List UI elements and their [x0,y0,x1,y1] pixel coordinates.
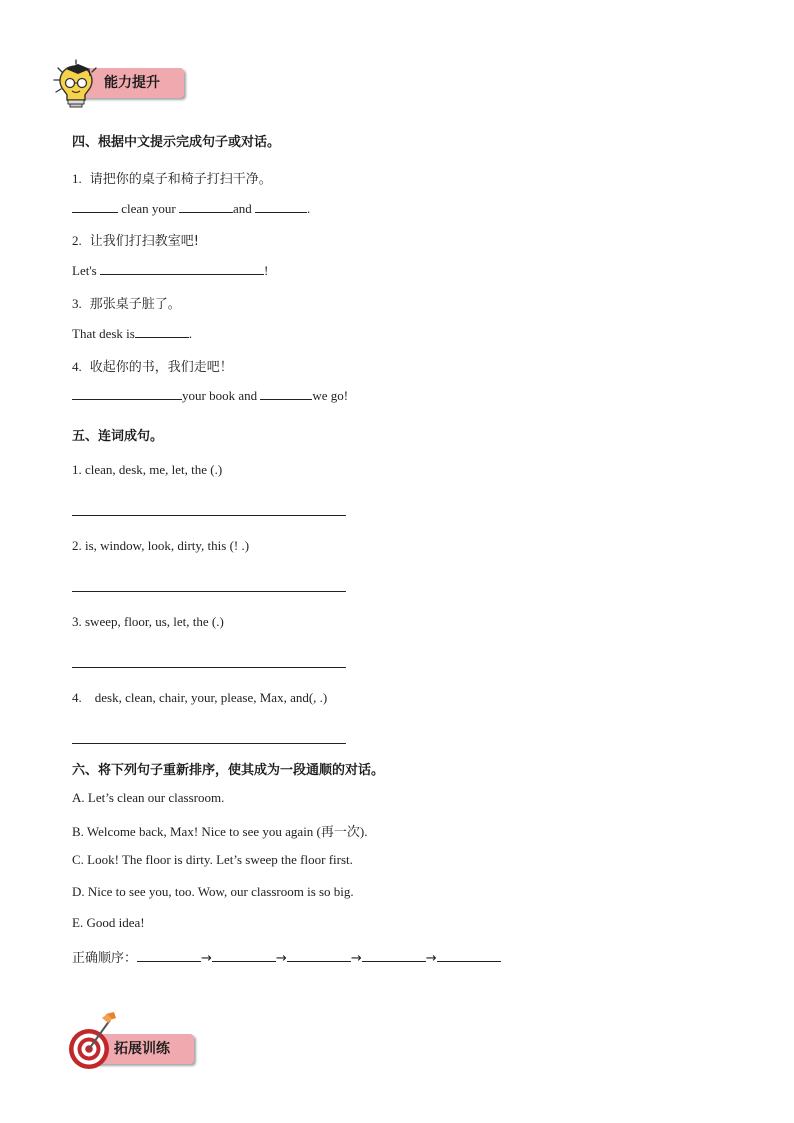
ability-header-label: 能力提升 [104,75,160,91]
order-blank[interactable] [137,949,201,962]
blank-input[interactable] [135,325,189,338]
blank-input[interactable] [72,200,118,213]
order-blank[interactable] [287,949,351,962]
arrow-icon: → [275,951,287,966]
section6-title: 六、将下列句子重新排序，使其成为一段通顺的对话。 [72,763,385,778]
s4-q3-english: That desk is . [72,326,193,341]
blank-input[interactable] [255,200,307,213]
order-blank[interactable] [212,949,276,962]
section4-title: 四、根据中文提示完成句子或对话。 [72,135,281,150]
answer-line[interactable] [72,743,346,744]
order-blank[interactable] [437,949,501,962]
s4-q4-english: your book and we go! [72,387,348,404]
s4-q2-chinese: 2. 让我们打扫教室吧! [72,233,199,249]
s6-item-a: A. Let’s clean our classroom. [72,790,225,805]
answer-line[interactable] [72,667,346,668]
s6-item-e: E. Good idea! [72,915,145,930]
arrow-icon: → [201,951,212,966]
answer-line[interactable] [72,591,346,592]
extension-header-label: 拓展训练 [114,1041,170,1057]
s6-item-c: C. Look! The floor is dirty. Let’s sweep the floor first. [72,852,353,867]
blank-input[interactable] [72,387,182,400]
blank-input[interactable] [260,387,312,400]
s4-q4-chinese: 4. 收起你的书，我们走吧！ [72,359,233,375]
order-blank[interactable] [362,949,426,962]
arrow-icon: → [350,951,362,966]
blank-input[interactable] [179,200,233,213]
s6-item-b: B. Welcome back, Max! Nice to see you again (再一次). [72,824,368,839]
s4-q3-chinese: 3. 那张桌子脏了。 [72,296,181,312]
s5-item-4: 4. desk, clean, chair, your, please, Max, and(, .) [72,690,328,705]
s5-item-2: 2. is, window, look, dirty, this (! .) [72,538,250,553]
s4-q2-english: Let's ! [72,263,269,278]
section5-title: 五、连词成句。 [72,429,164,444]
order-label: 正确顺序： [72,951,138,966]
s4-q1-english: clean your and . [72,200,310,217]
answer-line[interactable] [72,515,346,516]
target-arrow-icon [66,1010,122,1072]
s5-item-3: 3. sweep, floor, us, let, the (.) [72,614,224,629]
arrow-icon: → [425,951,437,966]
s5-item-1: 1. clean, desk, me, let, the (.) [72,462,223,477]
s6-order-row [72,947,501,966]
s6-item-d: D. Nice to see you, too. Wow, our classroom is so big. [72,884,354,899]
lightbulb-icon [52,58,102,110]
blank-input[interactable] [100,262,264,275]
s4-q1-chinese: 1. 请把你的桌子和椅子打扫干净。 [72,171,272,187]
